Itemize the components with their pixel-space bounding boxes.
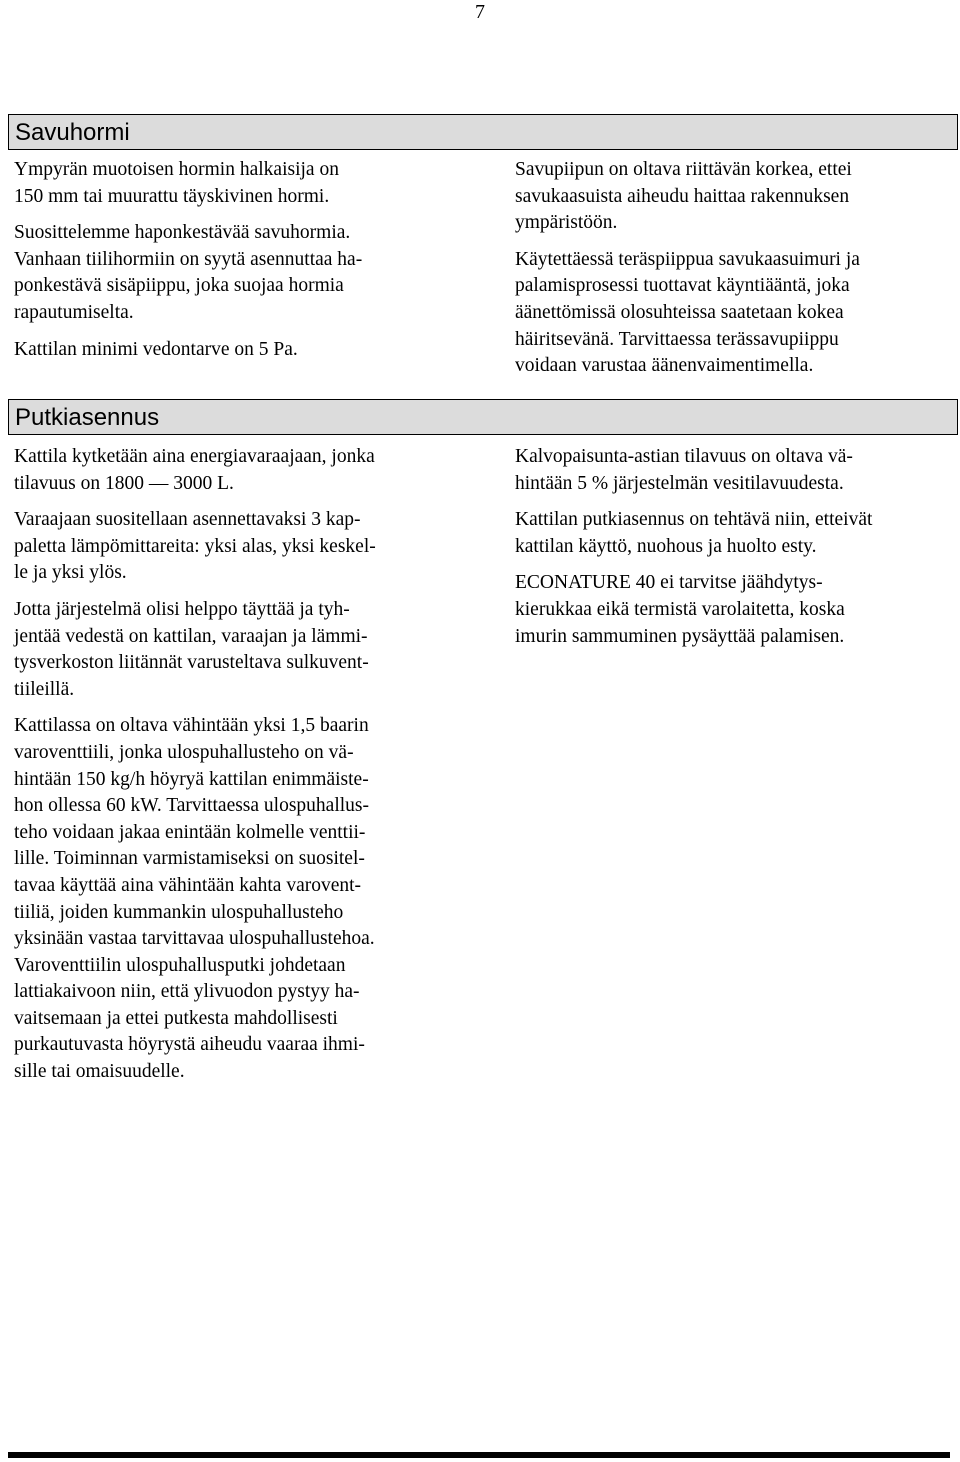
- paragraph: Käytettäessä teräspiippua savukaasuimuri ja palamisprosessi tuottavat käyntiääntä, joka äänettömissä olosuhteissa saatetaan kokea häiritsevänä. Tarvittaessa terässavupiippu voidaan varustaa äänenvaimentimella.: [515, 248, 860, 377]
- savuhormi-left-column: [14, 157, 484, 373]
- paragraph: ECONATURE 40 ei tarvitse jäähdytys- kierukkaa eikä termistä varolaitetta, koska imurin sammuminen pysäyttää palamisen.: [515, 572, 845, 647]
- section-header-putkiasennus: Putkiasennus: [8, 399, 958, 435]
- paragraph: Kattilan minimi vedontarve on 5 Pa.: [14, 338, 298, 360]
- paragraph: Kalvopaisunta-astian tilavuus on oltava vä- hintään 5 % järjestelmän vesitilavuudesta.: [515, 446, 853, 494]
- page-number: 7: [475, 1, 485, 23]
- paragraph: Kattila kytketään aina energiavaraajaan, jonka tilavuus on 1800 — 3000 L.: [14, 446, 375, 494]
- savuhormi-right-column: [515, 157, 955, 390]
- section-header-savuhormi: Savuhormi: [8, 114, 958, 150]
- putkiasennus-left-column: [14, 444, 484, 1096]
- putkiasennus-right-column: [515, 444, 955, 660]
- paragraph: Kattilan putkiasennus on tehtävä niin, etteivät kattilan käyttö, nuohous ja huolto esty.: [515, 509, 873, 557]
- bottom-rule: [8, 1452, 950, 1458]
- paragraph: Ympyrän muotoisen hormin halkaisija on 150 mm tai muurattu täyskivinen hormi.: [14, 159, 339, 207]
- paragraph: Jotta järjestelmä olisi helppo täyttää ja tyh- jentää vedestä on kattilan, varaajan ja lämmi- tysverkoston liitännät varusteltava sulkuvent- tiileillä.: [14, 598, 369, 700]
- paragraph: Savupiipun on oltava riittävän korkea, ettei savukaasuista aiheudu haittaa rakennuksen ympäristöön.: [515, 159, 852, 234]
- paragraph: Kattilassa on oltava vähintään yksi 1,5 baarin varoventtiili, jonka ulospuhallusteho on vä- hintään 150 kg/h höyryä kattilan enimmäiste- hon ollessa 60 kW. Tarvittaessa ulospuhallus- teho voidaan jakaa enintään kolmelle venttii- lille. Toiminnan varmistamiseksi on suositel- tavaa käyttää aina vähintään kahta varovent- tiiliä, joiden kummankin ulospuhallusteho yksinään vastaa tarvittavaa ulospuhallustehoa. Varoventtiilin ulospuhallusputki johdetaan lattiakaivoon niin, että ylivuodon pystyy ha- vaitsemaan ja ettei putkesta mahdollisesti purkautuvasta höyrystä aiheudu vaaraa ihmi- sille tai omaisuudelle.: [14, 715, 375, 1083]
- paragraph: Varaajaan suositellaan asennettavaksi 3 kap- paletta lämpömittareita: yksi alas, yksi keskel- le ja yksi ylös.: [14, 509, 376, 584]
- paragraph: Suosittelemme haponkestävää savuhormia. Vanhaan tiilihormiin on syytä asennuttaa ha- ponkestävä sisäpiippu, joka suojaa hormia rapautumiselta.: [14, 222, 363, 323]
